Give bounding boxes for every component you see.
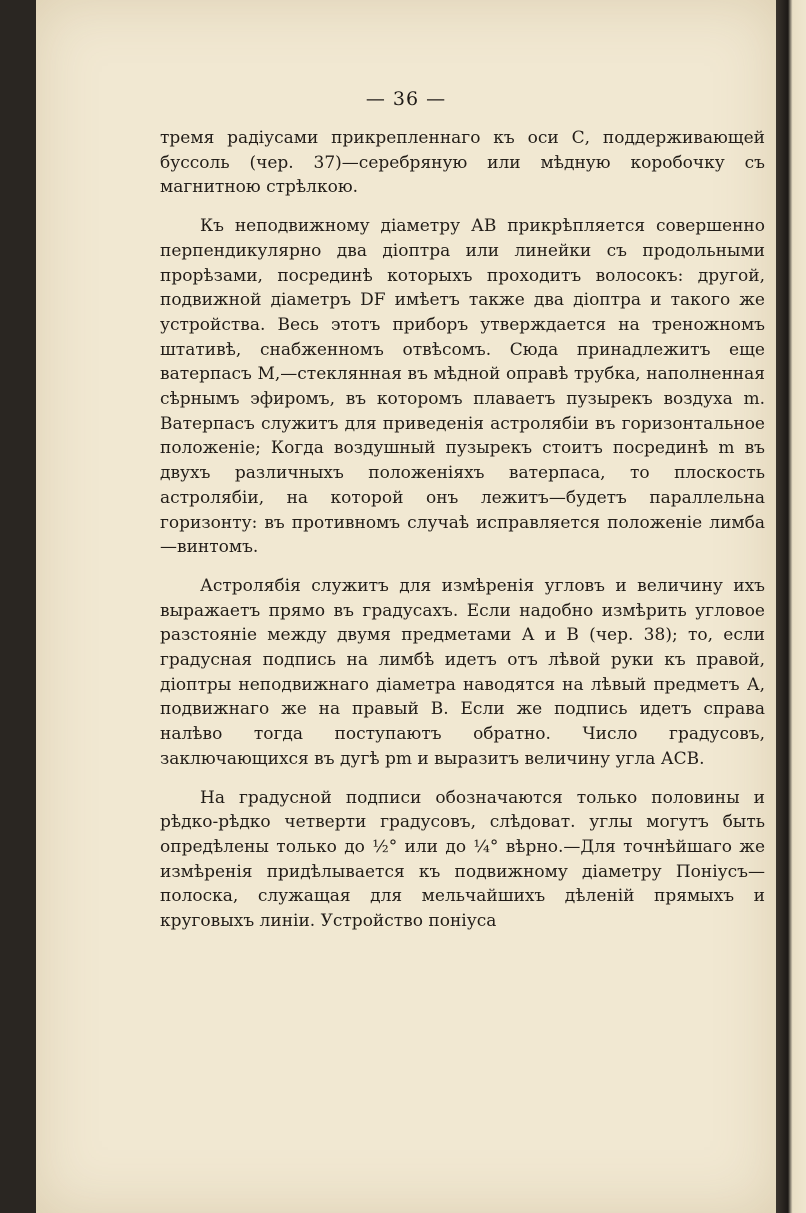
page-body [160, 126, 765, 934]
paragraph-2: Къ неподвижному діаметру АВ прикрѣпляется совершенно перпендикулярно два діоптра или линейки съ продольными прорѣзами, посрединѣ которыхъ проходитъ волосокъ: другой, подвижной діаметръ DF имѣетъ также два діоптра и такого же устройства. Весь этотъ приборъ утверждается на треножномъ штативѣ, снабженномъ отвѣсомъ. Сюда принадлежитъ еще ватерпасъ М,—стеклянная въ мѣдной оправѣ трубка, наполненная сѣрнымъ эфиромъ, въ которомъ плаваетъ пузырекъ воздуха m. Ватерпасъ служитъ для приведенія астролябіи въ горизонтальное положеніе; Когда воздушный пузырекъ стоитъ посрединѣ m въ двухъ различныхъ положеніяхъ ватерпаса, то плоскость астролябіи, на которой онъ лежитъ—будетъ параллельна горизонту: въ противномъ случаѣ исправляется положеніе лимба—винтомъ. [160, 216, 765, 558]
paragraph-3: Астролябія служитъ для измѣренія угловъ и величину ихъ выражаетъ прямо въ градусахъ. Если надобно измѣрить угловое разстояніе между двумя предметами А и В (чер. 38); то, если градусная подпись на лимбѣ идетъ отъ лѣвой руки къ правой, діоптры неподвижнаго діаметра наводятся на лѣвый предметъ А, подвижнаго же на правый В. Если же подпись идетъ справа налѣво тогда поступаютъ обратно. Число градусовъ, заключающихся въ дугѣ pm и выразитъ величину угла АСВ. [160, 575, 765, 769]
paragraph-4: На градусной подписи обозначаются только половины и рѣдко-рѣдко четверти градусовъ, слѣдоват. углы могутъ быть опредѣлены только до ½° или до ¼° вѣрно.—Для точнѣйшаго же измѣренія придѣлывается къ подвижному діаметру Поніусъ—полоска, служащая для мельчайшихъ дѣленій прямыхъ и круговыхъ линіи. Устройство поніуса [160, 787, 765, 932]
next-page-edge [776, 0, 806, 1213]
book-page [36, 0, 776, 1213]
paragraph-1: тремя радіусами прикрепленнаго къ оси С, поддерживающей буссоль (чер. 37)—серебряную или мѣдную коробочку съ магнитною стрѣлкою. [160, 128, 765, 198]
page-number: — 36 — [365, 88, 447, 110]
